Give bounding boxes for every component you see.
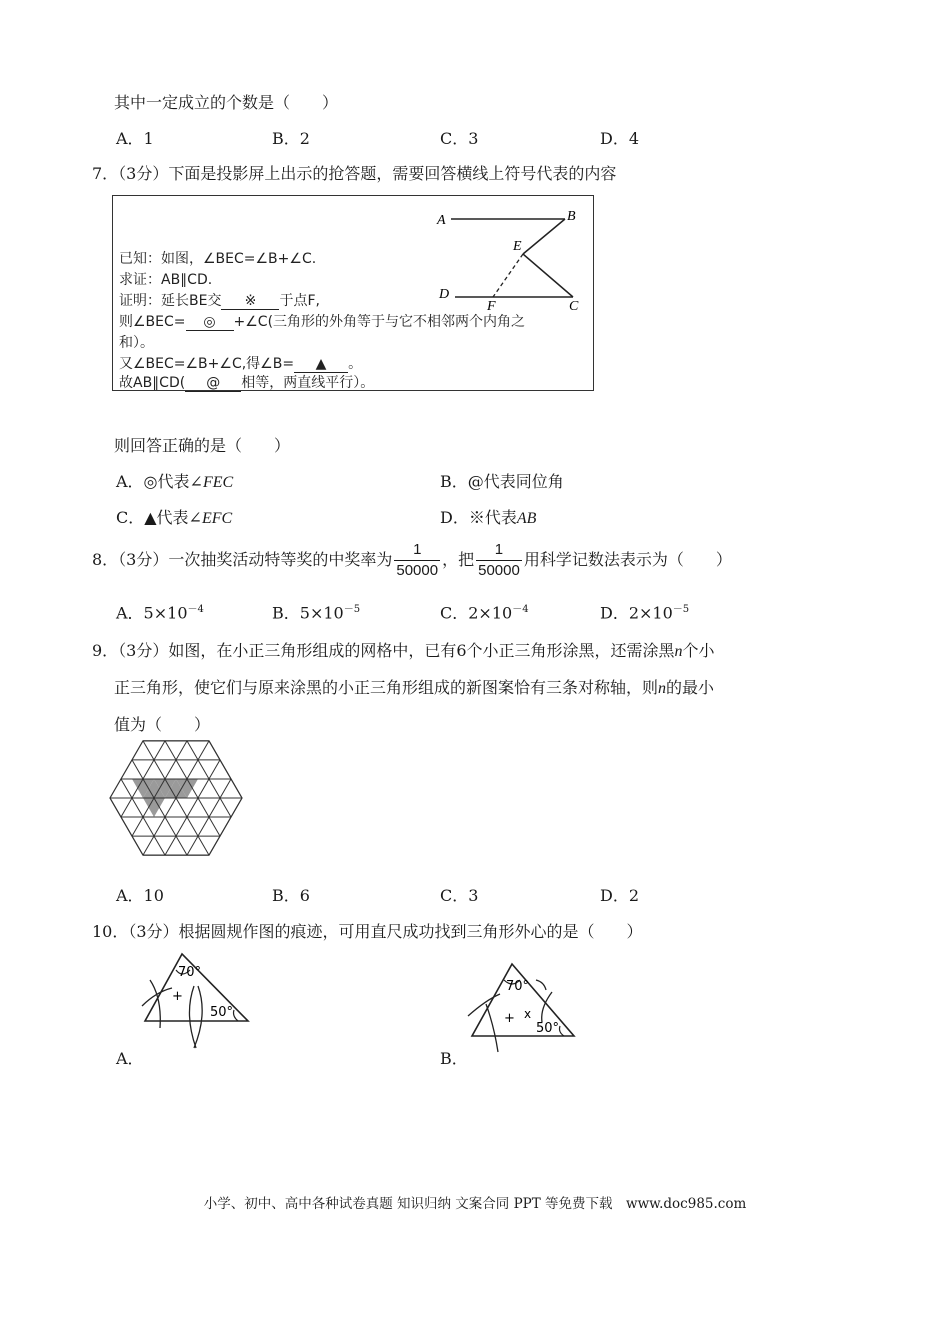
q7-blank-at: @ (185, 375, 241, 392)
q7-given: 已知：如图，∠BEC=∠B+∠C. (119, 251, 317, 267)
grid-line (132, 760, 187, 855)
q7-stem: 7．（3分）下面是投影屏上出示的抢答题，需要回答横线上符号代表的内容 (92, 164, 617, 183)
q8-fraction-1 (394, 540, 440, 581)
q8-option-d-base: D．2×10 (600, 603, 673, 623)
q7-proof-line2-end: +∠C(三角形的外角等于与它不相邻两个内角之 (233, 314, 526, 330)
q7-option-d-text: D．※代表 (440, 508, 517, 527)
q10-b-mark-2: x (524, 1007, 532, 1021)
q9-stem-line2 (114, 675, 714, 698)
q9-line1-text: 9．（3分）如图，在小正三角形组成的网格中，已有6个小正三角形涂黑，还需涂黑 (92, 641, 675, 660)
q8-fraction-2 (476, 540, 522, 581)
q6-option-d: D．4 (600, 129, 640, 148)
q10-figure-b (464, 956, 584, 1056)
q9-line1-var: n (674, 643, 683, 660)
q8-option-a-exp: －4 (187, 604, 204, 615)
q7-option-a-text: A．◎代表∠ (116, 472, 203, 491)
q7-label-f: F (487, 299, 496, 312)
q8-option-b-exp: －5 (343, 604, 361, 615)
q9-line2-end: 的最小 (666, 678, 715, 697)
q7-proof-line2-text: 则∠BEC= (119, 314, 186, 330)
q9-stem-line3: 值为（ ） (114, 715, 211, 734)
q7-proof-line1-end: 于点F, (279, 293, 320, 309)
q7-proof-line4-text: 又∠BEC=∠B+∠C,得∠B= (119, 356, 295, 372)
q8-stem-end: 用科学记数法表示为（ ） (523, 550, 732, 569)
q7-proof-line1-text: 证明：延长BE交 (119, 293, 222, 309)
q7-option-a (116, 469, 233, 492)
q9-line2-text: 正三角形，使它们与原来涂黑的小正三角形组成的新图案恰有三条对称轴，则 (114, 678, 659, 697)
q7-label-c: C (569, 299, 579, 312)
q9-option-b: B．6 (272, 886, 310, 905)
q6-option-c: C．3 (440, 129, 479, 148)
q9-option-d: D．2 (600, 886, 640, 905)
q7-figure (433, 204, 593, 312)
q10-figure-a (138, 948, 256, 1052)
q10-a-angle-top: 70° (178, 965, 202, 980)
q7-to-prove: 求证：AB∥CD. (119, 272, 213, 288)
q9-option-c: C．3 (440, 886, 479, 905)
q7-proof-line5-text: 故AB∥CD( (119, 375, 186, 391)
q10-a-mark: + (172, 989, 183, 1004)
q9-line1-end: 个小 (682, 641, 715, 660)
q6-option-a: A．1 (116, 129, 154, 148)
q7-option-d-var: AB (516, 510, 537, 527)
q7-proof-line5-end: 相等，两直线平行）。 (241, 375, 375, 391)
q7-proof-line2 (119, 311, 525, 331)
q10-b-angle-top: 70° (506, 979, 530, 994)
q8-option-c-exp: －4 (512, 604, 529, 615)
q7-label-e: E (513, 239, 522, 254)
q7-option-c (116, 505, 232, 528)
q7-option-a-var: FEC (202, 474, 234, 491)
q7-option-b: B．@代表同位角 (440, 472, 564, 491)
q9-triangle-grid-figure (108, 740, 244, 856)
q7-proof-line4-end: 。 (348, 356, 363, 372)
q8-fraction-2-num: 1 (494, 541, 504, 558)
q10-b-angle-right: 50° (536, 1021, 560, 1036)
q8-option-c-base: C．2×10 (440, 603, 513, 623)
q8-option-a-base: A．5×10 (116, 603, 188, 623)
q7-proof-line3: 和）。 (119, 335, 154, 351)
q8-stem-mid: ，把 (442, 550, 475, 569)
q10-option-a: A． (116, 1049, 144, 1068)
q10-a-angle-right: 50° (210, 1005, 234, 1020)
grid-line (165, 760, 220, 855)
q7-blank-circle: ◎ (186, 314, 234, 331)
q10-option-b: B． (440, 1049, 468, 1068)
q8-stem-text: 8．（3分）一次抽奖活动特等奖的中奖率为 (92, 550, 393, 569)
q9-line2-var: n (658, 680, 667, 697)
q8-option-d-exp: －5 (672, 604, 690, 615)
shaded-triangle (143, 798, 165, 817)
q7-proof-line5 (119, 372, 374, 392)
q9-stem-line1 (92, 638, 715, 661)
q7-option-c-text: C．▲代表∠ (116, 508, 202, 527)
q7-option-d (440, 505, 536, 528)
q7-label-b: B (567, 209, 576, 224)
q7-label-d: D (439, 287, 450, 302)
q7-option-c-var: EFC (201, 510, 233, 527)
q7-proof-line1 (119, 290, 320, 310)
q8-fraction-1-den: 50000 (396, 562, 439, 579)
q10-b-mark-1: + (504, 1011, 515, 1026)
q7-prompt: 则回答正确的是（ ） (114, 436, 291, 455)
q8-fraction-1-num: 1 (413, 541, 422, 558)
q7-label-a: A (437, 213, 446, 228)
q6-prompt: 其中一定成立的个数是（ ） (114, 93, 339, 112)
q8-option-b (272, 600, 360, 623)
q8-fraction-2-den: 50000 (478, 562, 520, 579)
q7-projection-box (112, 195, 594, 391)
q8-option-d (600, 600, 689, 623)
q7-blank-triangle: ▲ (294, 356, 348, 373)
q8-option-a (116, 600, 204, 623)
q8-stem (92, 540, 732, 581)
page-footer: 小学、初中、高中各种试卷真题 知识归纳 文案合同 PPT 等免费下载 www.doc985.com (203, 1196, 747, 1212)
q7-blank-asterisk: ※ (221, 293, 279, 310)
q6-option-b: B．2 (272, 129, 310, 148)
q8-option-b-base: B．5×10 (272, 603, 344, 623)
q10-stem: 10．（3分）根据圆规作图的痕迹，可用直尺成功找到三角形外心的是（ ） (92, 922, 643, 941)
q7-proof-line4 (119, 353, 362, 373)
q9-option-a: A．10 (116, 886, 164, 905)
q8-option-c (440, 600, 529, 623)
